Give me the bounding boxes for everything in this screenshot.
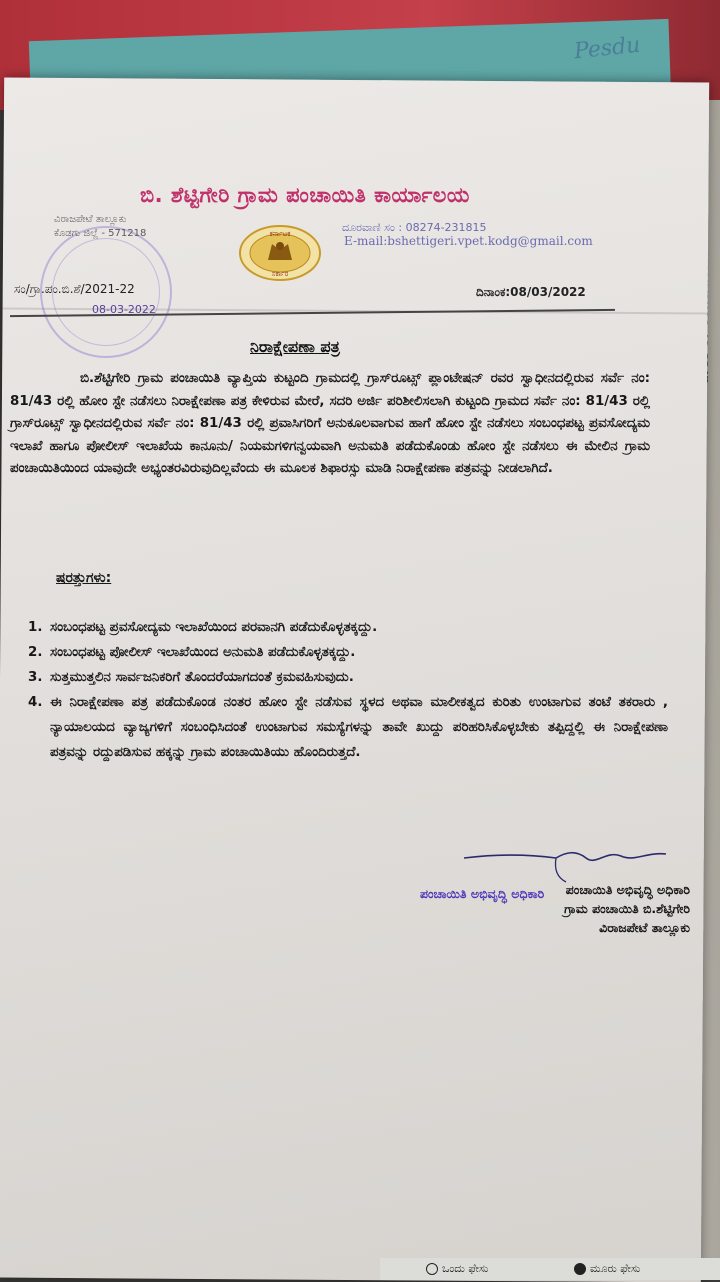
option-three-label: ಮೂರು ಫೇಸು [590, 1262, 641, 1275]
letter-date: ದಿನಾಂಕ:08/03/2022 [476, 285, 586, 299]
condition-item [28, 640, 668, 665]
radio-empty-icon [426, 1263, 438, 1275]
condition-number: 4. [28, 695, 43, 710]
government-emblem-icon [238, 224, 322, 282]
option-three-phase [574, 1262, 640, 1276]
signature-designation: ಪಂಚಾಯಿತಿ ಅಭಿವೃದ್ಧಿ ಅಧಿಕಾರಿ [565, 882, 690, 897]
condition-number: 2. [28, 645, 43, 660]
signature-office: ಗ್ರಾಮ ಪಂಚಾಯಿತಿ ಬಿ.ಶೆಟ್ಟಿಗೇರಿ [564, 901, 690, 916]
reference-stamp-date: 08-03-2022 [92, 303, 156, 316]
document-heading: ನಿರಾಕ್ಷೇಪಣಾ ಪತ್ರ [250, 337, 340, 356]
condition-number: 1. [28, 620, 43, 635]
office-title: ಬಿ. ಶೆಟ್ಟಿಗೇರಿ ಗ್ರಾಮ ಪಂಚಾಯಿತಿ ಕಾರ್ಯಾಲಯ [140, 183, 470, 207]
condition-text: ಈ ನಿರಾಕ್ಷೇಪಣಾ ಪತ್ರ ಪಡೆದುಕೊಂಡ ನಂತರ ಹೋಂ ಸ್ಟೇ ನಡೆಸುವ ಸ್ಥಳದ ಅಥವಾ ಮಾಲೀಕತ್ವದ ಕುರಿತು ಉಂಟಾಗುವ ತಂಟೆ ತಕರಾರು , ನ್ಯಾಯಾಲಯದ ವ್ಯಾಜ್ಯಗಳಿಗೆ ಸಂಬಂಧಿಸಿದಂತೆ ಉಂಟಾಗುವ ಸಮಸ್ಯೆಗಳನ್ನು ತಾವೇ ಖುದ್ದು ಪರಿಹರಿಸಿಕೊಳ್ಳಬೇಕು ತಪ್ಪಿದ್ದಲ್ಲಿ ಈ ನಿರಾಕ್ಷೇಪಣಾ ಪತ್ರವನ್ನು ರದ್ದುಪಡಿಸುವ ಹಕ್ಕನ್ನು ಗ್ರಾಮ ಪಂಚಾಯಿತಿಯು ಹೊಂದಿರುತ್ತದೆ. [50, 695, 668, 760]
conditions-list [28, 615, 668, 765]
condition-number: 3. [28, 670, 43, 685]
office-phone: ದೂರವಾಣಿ ಸಂ : 08274-231815 [342, 221, 487, 234]
office-address [54, 213, 146, 241]
condition-item [28, 615, 668, 640]
office-email: E-mail:bshettigeri.vpet.kodg@gmail.com [344, 234, 593, 248]
teal-file-handwriting: Pesdu [572, 32, 642, 65]
option-one-phase [426, 1262, 488, 1276]
emblem-bottom-text: ಸರ್ಕಾರ [271, 270, 289, 278]
condition-item [28, 665, 668, 690]
reference-number: ಸಂ/ಗ್ರಾ.ಪಂ.ಬಿ.ಶೆ/2021-22 [14, 282, 135, 296]
conditions-heading: ಷರತ್ತುಗಳು: [56, 570, 112, 586]
signature-block [450, 880, 690, 937]
condition-item [28, 690, 668, 765]
condition-text: ಸಂಬಂಧಪಟ್ಟ ಪ್ರವಸೋದ್ಯಮ ಇಲಾಖೆಯಿಂದ ಪರವಾನಗಿ ಪಡೆದುಕೊಳ್ಳತಕ್ಕದ್ದು. [50, 620, 378, 635]
signature-taluk: ವಿರಾಜಪೇಟೆ ತಾಲ್ಲೂಕು [599, 920, 690, 935]
option-one-label: ಒಂದು ಫೇಸು [442, 1262, 489, 1275]
condition-text: ಸುತ್ತಮುತ್ತಲಿನ ಸಾರ್ವಜನಿಕರಿಗೆ ತೊಂದರೆಯಾಗದಂತೆ ಕ್ರಮವಹಿಸುವುದು. [50, 670, 354, 685]
document-body: ಬಿ.ಶೆಟ್ಟಿಗೇರಿ ಗ್ರಾಮ ಪಂಚಾಯಿತಿ ವ್ಯಾಪ್ತಿಯ ಕುಟ್ಟಂದಿ ಗ್ರಾಮದಲ್ಲಿ ಗ್ರಾಸ್‌ರೂಟ್ಸ್ ಪ್ಲಾಂಟೇಷನ್ ರವರ ಸ್ವಾಧೀನದಲ್ಲಿರುವ ಸರ್ವೆ ನಂ: 81/43 ರಲ್ಲಿ ಹೋಂ ಸ್ಟೇ ನಡೆಸಲು ನಿರಾಕ್ಷೇಪಣಾ ಪತ್ರ ಕೇಳಿರುವ ಮೇರೆ, ಸದರಿ ಅರ್ಜಿ ಪರಿಶೀಲಿಸಲಾಗಿ ಕುಟ್ಟಂದಿ ಗ್ರಾಮದ ಸರ್ವೆ ನಂ: 81/43 ರಲ್ಲಿ ಗ್ರಾಸ್‌ರೂಟ್ಸ್ ಸ್ವಾಧೀನದಲ್ಲಿರುವ ಸರ್ವೆ ನಂ: 81/43 ರಲ್ಲಿ ಪ್ರವಾಸಿಗರಿಗೆ ಅನುಕೂಲವಾಗುವ ಹಾಗೆ ಹೋಂ ಸ್ಟೇ ನಡೆಸಲು ಸಂಬಂಧಪಟ್ಟ ಪ್ರವಸೋದ್ಯಮ ಇಲಾಖೆ ಹಾಗೂ ಪೋಲೀಸ್ ಇಲಾಖೆಯ ಕಾನೂನು/ ನಿಯಮಗಳಿಗನ್ವಯವಾಗಿ ಅನುಮತಿ ಪಡೆದುಕೊಂಡು ಹೋಂ ಸ್ಟೇ ನಡೆಸಲು ಈ ಮೇಲಿನ ಗ್ರಾಮ ಪಂಚಾಯಿತಿಯಿಂದ ಯಾವುದೇ ಅಭ್ಯಂತರವಿರುವುದಿಲ್ಲವೆಂದು ಈ ಮೂಲಕ ಶಿಫಾರಸ್ಸು ಮಾಡಿ ನಿರಾಕ್ಷೇಪಣಾ ಪತ್ರವನ್ನು ನೀಡಲಾಗಿದೆ. [10, 371, 650, 476]
condition-text: ಸಂಬಂಧಪಟ್ಟ ಪೋಲೀಸ್ ಇಲಾಖೆಯಿಂದ ಅನುಮತಿ ಪಡೆದುಕೊಳ್ಳತಕ್ಕದ್ದು. [50, 645, 356, 660]
radio-filled-icon [574, 1263, 586, 1275]
emblem-top-text: ಕರ್ನಾಟಕ [269, 230, 291, 238]
address-line-taluk: ವಿರಾಜಪೇಟೆ ತಾಲ್ಲೂಕು [54, 214, 127, 225]
address-line-district: ಕೊಡಗು ಜಿಲ್ಲೆ - 571218 [54, 228, 147, 239]
officer-seal-stamp: ಪಂಚಾಯಿತಿ ಅಭಿವೃದ್ಧಿ ಅಧಿಕಾರಿ [420, 886, 545, 901]
